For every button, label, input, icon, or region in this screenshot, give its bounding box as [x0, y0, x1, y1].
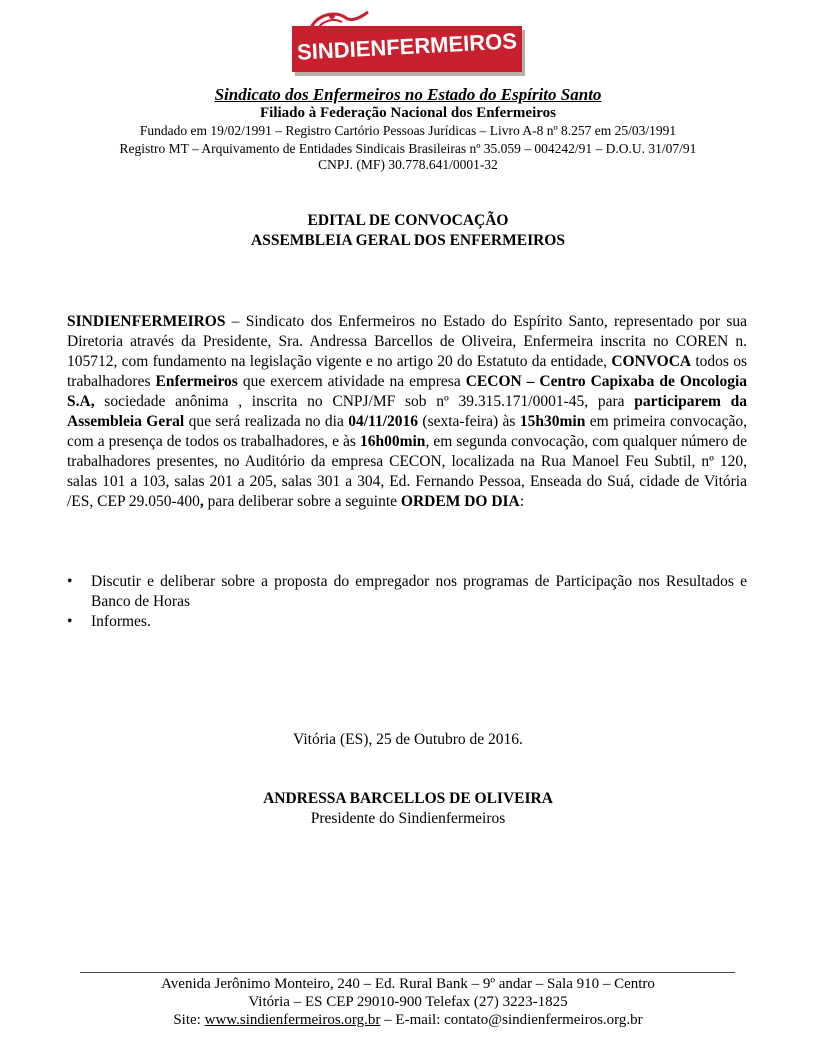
union-acronym: SINDIENFERMEIROS: [67, 313, 226, 330]
document-subtitle: ASSEMBLEIA GERAL DOS ENFERMEIROS: [251, 232, 565, 249]
text-span: todos os trabalhadores: [67, 353, 748, 390]
signatory-name: ANDRESSA BARCELLOS DE OLIVEIRA: [263, 790, 553, 807]
assembly-date: 04/11/2016: [348, 413, 419, 430]
site-label: Site:: [173, 1012, 205, 1028]
list-item: [67, 612, 747, 632]
signatory-role: Presidente do Sindienfermeiros: [310, 810, 506, 827]
org-name: Sindicato dos Enfermeiros no Estado do Espírito Santo: [214, 85, 602, 104]
company-name: CECON – Centro Capixaba de Oncologia S.A,: [67, 373, 747, 410]
text-span: sociedade anônima , inscrita no CNPJ/MF sob nº 39.315.171/0001-45, para: [94, 393, 635, 410]
second-call-time: 16h00min: [359, 433, 426, 450]
first-call-time: 15h30min: [519, 413, 586, 430]
footer-contact: [0, 1012, 816, 1029]
text-span: , em segunda convocação, com qualquer número de trabalhadores presentes, no Auditório da empresa CECON, localizada na Rua Manoel Feu Subtil, nº 120, salas 101 a 103, salas 201 a 205, salas 301 a 304, Ed. Fernando Pessoa, Enseada do Suá, cidade de Vitória /ES, CEP 29.050-400: [67, 433, 747, 510]
text-span: – Sindicato dos Enfermeiros no Estado do Espírito Santo, representado por sua Diretoria através da Presidente, Sra. Andressa Barcellos de Oliveira, Enfermeira inscrita no COREN n. 105712, com fundamento na legislação vigente e no artigo 20 do Estatuto da entidade,: [67, 313, 747, 370]
site-link[interactable]: www.sindienfermeiros.org.br: [204, 1012, 381, 1028]
footer-city: Vitória – ES CEP 29010-900 Telefax (27) 3223-1825: [248, 994, 568, 1010]
enfermeiros-keyword: Enfermeiros: [155, 373, 238, 390]
org-registry: Registro MT – Arquivamento de Entidades Sindicais Brasileiras nº 35.059 – 004242/91 – D.O.U. 31/07/91: [119, 141, 697, 156]
assembly-keyword: participarem da Assembleia Geral: [67, 393, 747, 430]
text-span: que será realizada no dia: [184, 413, 349, 430]
convocation-paragraph: [67, 312, 747, 512]
org-cnpj: CNPJ. (MF) 30.778.641/0001-32: [318, 157, 498, 172]
text-span: ,: [199, 493, 204, 510]
text-span: (sexta-feira) às: [418, 413, 520, 430]
text-span: para deliberar sobre a seguinte: [203, 493, 401, 510]
org-founded: Fundado em 19/02/1991 – Registro Cartório Pessoas Jurídicas – Livro A-8 nº 8.257 em 25/03/1991: [139, 123, 677, 138]
sindienfermeiros-logo: [292, 8, 524, 78]
agenda-item-text: Discutir e deliberar sobre a proposta do empregador nos programas de Participação nos Resultados e Banco de Horas: [91, 573, 747, 610]
text-span: :: [519, 493, 525, 510]
org-affiliation: Filiado à Federação Nacional dos Enfermeiros: [260, 105, 556, 121]
footer-address: Avenida Jerônimo Monteiro, 240 – Ed. Rural Bank – 9º andar – Sala 910 – Centro: [161, 976, 655, 992]
footer-divider: [80, 972, 735, 973]
text-span: que exercem atividade na empresa: [237, 373, 466, 390]
date-line: Vitória (ES), 25 de Outubro de 2016.: [293, 731, 523, 748]
bullet-icon: •: [67, 573, 73, 590]
convoca-keyword: CONVOCA: [611, 353, 692, 370]
document-title: EDITAL DE CONVOCAÇÃO: [307, 212, 509, 229]
bullet-icon: •: [67, 613, 73, 630]
email-text: – E-mail: contato@sindienfermeiros.org.br: [380, 1012, 643, 1028]
agenda-keyword: ORDEM DO DIA: [400, 493, 520, 510]
agenda-list: [67, 572, 747, 632]
text-span: em primeira convocação, com a presença de todos os trabalhadores, e às: [67, 413, 747, 450]
agenda-item-text: Informes.: [91, 613, 151, 630]
logo-text: SINDIENFERMEIROS: [296, 28, 518, 65]
list-item: [67, 572, 747, 612]
